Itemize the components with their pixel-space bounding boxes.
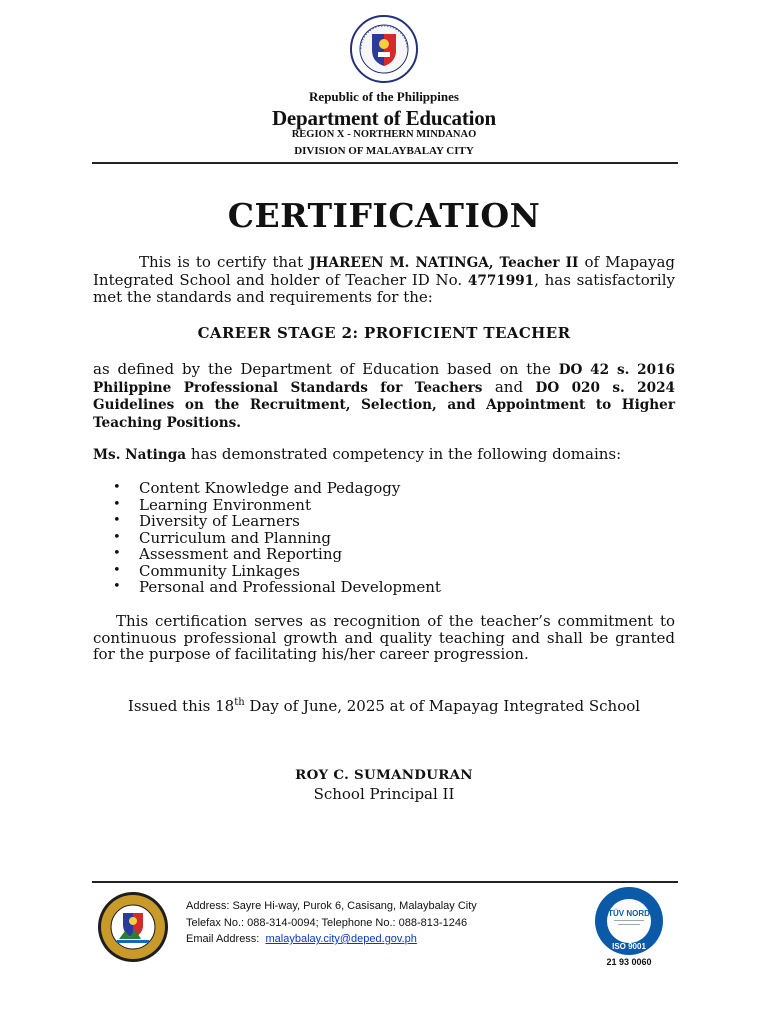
email-link[interactable]: malaybalay.city@deped.gov.ph bbox=[265, 933, 417, 945]
issued-rest: Day of June, 2025 at of Mapayag Integrated School bbox=[244, 697, 641, 715]
certificate-title: CERTIFICATION bbox=[227, 196, 541, 235]
department-order-1: DO 42 s. 2016 Philippine Professional Standards for Teachers bbox=[93, 362, 676, 396]
list-item: • Content Knowledge and Pedagogy bbox=[93, 480, 441, 497]
recognition-paragraph: This certification serves as recognition of the teacher’s commitment to continuous professional growth and quality teaching and shall be granted for the purpose of facilitating his/her career progression. bbox=[93, 612, 675, 664]
issued-line bbox=[0, 697, 768, 715]
footer-divider bbox=[92, 881, 678, 883]
signatory-name: ROY C. SUMANDURAN bbox=[295, 767, 473, 783]
basis-and-text: and bbox=[482, 377, 536, 396]
footer-email-line bbox=[186, 933, 417, 945]
domains-list bbox=[93, 480, 441, 596]
domains-intro-text: has demonstrated competency in the following domains: bbox=[186, 445, 622, 463]
certify-paragraph bbox=[93, 254, 675, 306]
list-item: • Assessment and Reporting bbox=[93, 546, 441, 563]
iso-brand-text: TÜV NORD bbox=[608, 909, 650, 918]
certify-mid-text: of Mapayag Integrated School and holder of Teacher ID No. bbox=[93, 253, 676, 289]
teacher-id: 4771991 bbox=[467, 272, 535, 289]
footer-telephone: Telefax No.: 088-314-0094; Telephone No.: 088-813-1246 bbox=[186, 917, 468, 929]
republic-heading: Republic of the Philippines bbox=[309, 89, 459, 104]
teacher-name: JHAREEN M. NATINGA, Teacher II bbox=[309, 255, 579, 271]
list-item: • Diversity of Learners bbox=[93, 513, 441, 530]
iso-standard-text: ISO 9001 bbox=[612, 942, 646, 951]
department-heading: Department of Education bbox=[271, 106, 497, 130]
issued-ordinal: th bbox=[234, 697, 245, 708]
basis-intro-text: as defined by the Department of Education based on the bbox=[93, 360, 559, 378]
list-item: • Community Linkages bbox=[93, 563, 441, 580]
basis-paragraph bbox=[93, 361, 675, 431]
header-divider bbox=[92, 162, 678, 164]
iso-certificate-code: 21 93 0060 bbox=[606, 957, 652, 967]
teacher-short-name: Ms. Natinga bbox=[93, 447, 187, 463]
list-item: • Personal and Professional Development bbox=[93, 579, 441, 596]
tuv-nord-iso-badge-icon bbox=[594, 886, 664, 956]
email-label: Email Address: bbox=[186, 933, 260, 945]
list-item: • Learning Environment bbox=[93, 497, 441, 514]
issued-prefix: Issued this 18 bbox=[127, 697, 235, 715]
region-heading: REGION X - NORTHERN MINDANAO bbox=[291, 129, 477, 140]
division-heading: DIVISION OF MALAYBALAY CITY bbox=[294, 145, 474, 157]
career-stage-heading: CAREER STAGE 2: PROFICIENT TEACHER bbox=[197, 324, 571, 342]
certify-end-text: , has satisfactorily met the standards and requirements for the: bbox=[93, 270, 675, 307]
deped-seal-icon bbox=[349, 14, 419, 84]
department-order-2: DO 020 s. 2024 Guidelines on the Recruitment, Selection, and Appointment to Higher Teaching Positions. bbox=[93, 379, 675, 431]
certify-intro-text: This is to certify that bbox=[139, 253, 310, 271]
footer-address: Address: Sayre Hi-way, Purok 6, Casisang, Malaybalay City bbox=[186, 900, 477, 912]
signatory-position: School Principal II bbox=[313, 785, 455, 803]
division-seal-icon bbox=[97, 891, 169, 963]
list-item: • Curriculum and Planning bbox=[93, 530, 441, 547]
domains-intro-paragraph bbox=[93, 446, 675, 464]
